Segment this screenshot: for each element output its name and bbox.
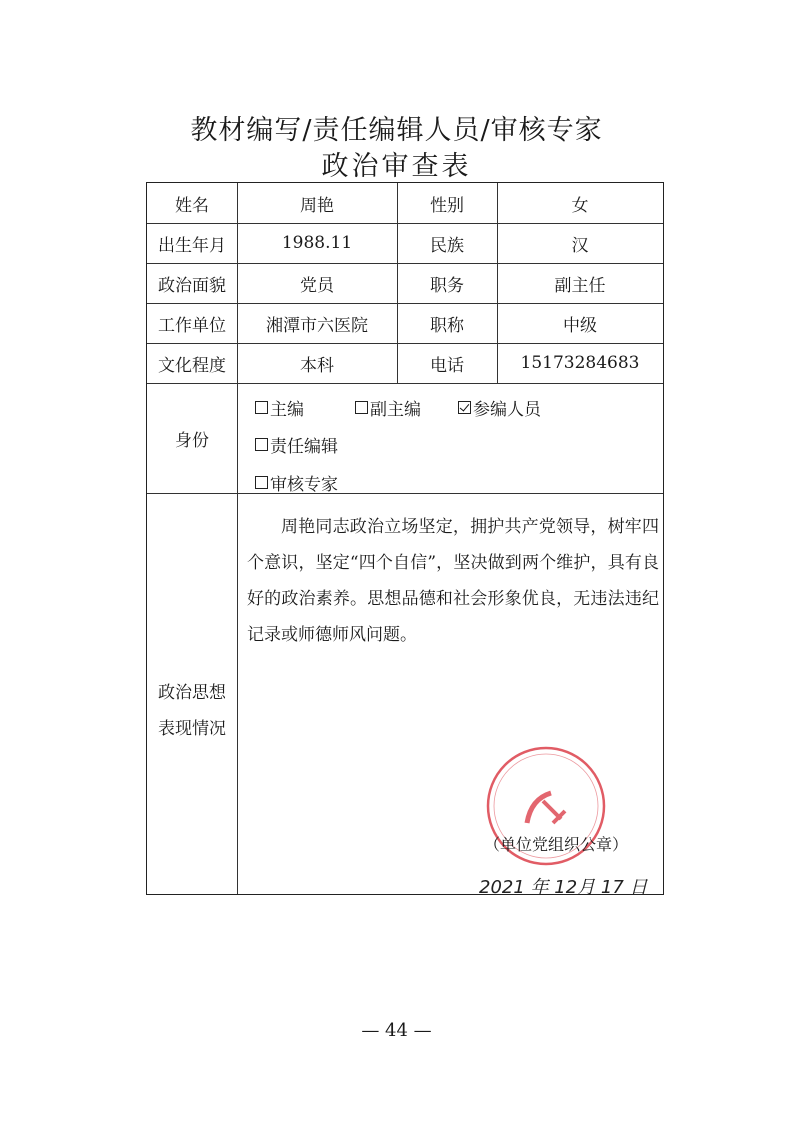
signature-date: 2021 年 12月 17 日	[479, 877, 648, 898]
phone-value: 15173284683	[520, 353, 640, 373]
birth-value: 1988.11	[281, 233, 353, 253]
education-label: 文化程度	[158, 355, 226, 376]
checkbox-contributor[interactable]	[458, 401, 471, 414]
ethnicity-value: 汉	[571, 235, 589, 256]
position-value: 副主任	[554, 275, 606, 296]
political-statement: 周艳同志政治立场坚定，拥护共产党领导，树牢四个意识，坚定“四个自信”，坚决做到两个维护，具有良好的政治素养。思想品德和社会形象优良，无违法违纪记录或师德师风问题。	[247, 517, 659, 645]
workplace-value: 湘潭市六医院	[266, 315, 368, 336]
identity-label: 身份	[175, 430, 209, 451]
option-chief-editor[interactable]	[255, 395, 304, 420]
name-value: 周艳	[300, 195, 334, 216]
education-value: 本科	[300, 355, 334, 376]
politics-value: 党员	[300, 275, 334, 296]
stamp-caption: （单位党组织公章）	[484, 835, 629, 854]
option-contributor-label: 参编人员	[473, 400, 541, 420]
checkbox-deputy-editor[interactable]	[355, 401, 368, 414]
option-review-expert-label: 审核专家	[270, 475, 338, 495]
title-line-1: 教材编写/责任编辑人员/审核专家	[190, 115, 603, 146]
option-deputy-editor[interactable]	[355, 395, 421, 420]
phone-label: 电话	[430, 355, 464, 376]
workplace-label: 工作单位	[158, 315, 226, 336]
birth-label: 出生年月	[158, 235, 226, 256]
title-label: 职称	[430, 315, 464, 336]
checkbox-responsible-editor[interactable]	[255, 438, 268, 451]
political-label-line2: 表现情况	[158, 719, 226, 739]
name-label: 姓名	[175, 195, 209, 216]
review-form-table	[146, 182, 664, 898]
political-label-line1: 政治思想	[158, 683, 226, 703]
option-responsible-editor[interactable]	[255, 432, 338, 457]
option-deputy-editor-label: 副主编	[370, 400, 421, 420]
option-chief-editor-label: 主编	[270, 400, 304, 420]
ethnicity-label: 民族	[430, 235, 464, 256]
gender-label: 性别	[430, 195, 464, 216]
gender-value: 女	[571, 195, 589, 216]
checkbox-chief-editor[interactable]	[255, 401, 268, 414]
option-responsible-editor-label: 责任编辑	[270, 437, 338, 457]
page-number: — 44 —	[361, 1020, 432, 1041]
title-value: 中级	[563, 315, 597, 336]
option-review-expert[interactable]	[255, 470, 338, 495]
politics-label: 政治面貌	[158, 275, 226, 296]
position-label: 职务	[430, 275, 464, 296]
option-contributor[interactable]	[458, 395, 541, 420]
checkbox-review-expert[interactable]	[255, 476, 268, 489]
title-line-2: 政治审查表	[321, 151, 472, 182]
